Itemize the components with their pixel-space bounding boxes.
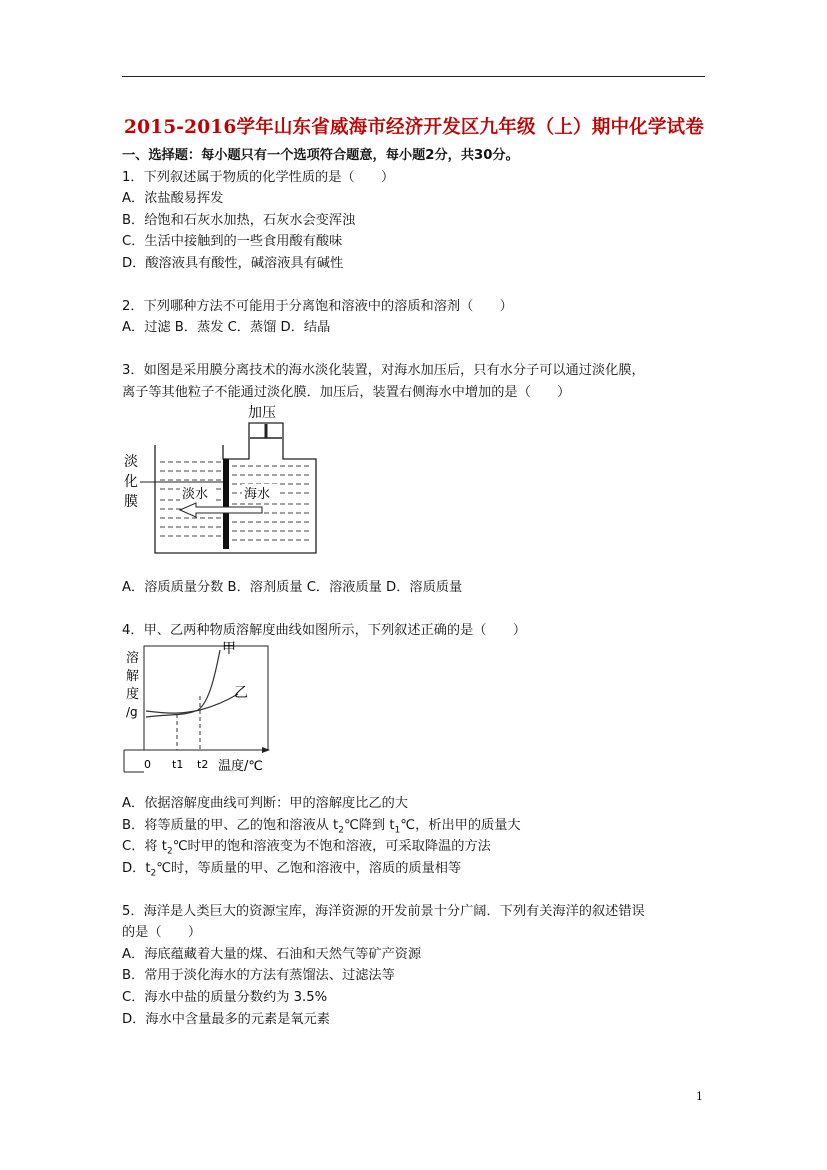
q3-stem-line1: 3．如图是采用膜分离技术的海水淡化装置，对海水加压后，只有水分子可以通过淡化膜，: [122, 363, 645, 378]
fresh-water-label: 淡水: [182, 487, 209, 502]
q4-option-b: B．将等质量的甲、乙的饱和溶液从 $t_2℃$降到 $t_1℃$，析出甲的质量大: [122, 818, 521, 836]
sea-water-lines: [232, 466, 312, 540]
y-label-4: /g: [126, 705, 138, 719]
q5-option-c: C．海水中盐的质量分数约为 3.5%: [122, 990, 328, 1005]
sea-water-label: 海水: [244, 487, 271, 502]
y-label-2: 解: [126, 669, 140, 684]
membrane-label-2: 化: [124, 474, 138, 490]
q2-stem: 2．下列哪种方法不可能用于分离饱和溶液中的溶质和溶剂（ ）: [122, 299, 513, 314]
q5-option-d: D．海水中含量最多的元素是氧元素: [122, 1012, 330, 1027]
curve-a-label: 甲: [222, 641, 236, 657]
membrane-label-1: 淡: [124, 454, 138, 470]
q1-option-c: C．生活中接触到的一些食用酸有酸味: [122, 234, 343, 249]
q4-option-c: C．将 $t_2℃$时甲的饱和溶液变为不饱和溶液，可采取降温的方法: [122, 839, 491, 857]
q2-options: A．过滤 B．蒸发 C．蒸馏 D．结晶: [122, 320, 331, 335]
x-axis-label: 温度/℃: [218, 759, 263, 774]
curve-b-label: 乙: [234, 685, 248, 701]
q3-options: A．溶质质量分数 B．溶剂质量 C．溶液质量 D．溶质质量: [122, 580, 463, 595]
q5-stem-line1: 5．海洋是人类巨大的资源宝库，海洋资源的开发前景十分广阔．下列有关海洋的叙述错误: [122, 904, 645, 919]
pressure-label: 加压: [248, 405, 276, 421]
header-rule: [122, 76, 705, 77]
y-label-1: 溶: [126, 651, 140, 666]
membrane: [223, 459, 229, 549]
q1-option-d: D．酸溶液具有酸性，碱溶液具有碱性: [122, 256, 344, 271]
q4-option-a: A．依据溶解度曲线可判断：甲的溶解度比乙的大: [122, 796, 408, 811]
solubility-chart: [120, 640, 280, 780]
q4-option-d: D．$t_2℃$时，等质量的甲、乙饱和溶液中，溶质的质量相等: [122, 861, 462, 879]
q5-option-a: A．海底蕴藏着大量的煤、石油和天然气等矿产资源: [122, 947, 422, 962]
q1-option-a: A．浓盐酸易挥发: [122, 191, 224, 206]
q4-stem: 4．甲、乙两种物质溶解度曲线如图所示，下列叙述正确的是（ ）: [122, 623, 527, 638]
flow-arrow: [180, 503, 262, 517]
page-title: 2015-2016学年山东省威海市经济开发区九年级（上）期中化学试卷: [124, 117, 704, 138]
y-label-3: 度: [126, 687, 140, 702]
t1-label: t1: [172, 758, 184, 771]
q5-option-b: B．常用于淡化海水的方法有蒸馏法、过滤法等: [122, 968, 395, 983]
q1-stem: 1．下列叙述属于物质的化学性质的是（ ）: [122, 170, 395, 185]
curve-b: [146, 694, 238, 713]
q1-option-b: B．给饱和石灰水加热，石灰水会变浑浊: [122, 213, 356, 228]
container-outline: [155, 423, 316, 553]
page-number: 1: [696, 1090, 703, 1103]
membrane-label-3: 膜: [124, 494, 138, 510]
section-heading: 一、选择题：每小题只有一个选项符合题意，每小题2分，共30分。: [122, 148, 519, 163]
desalination-figure: [120, 400, 330, 560]
t2-label: t2: [197, 758, 209, 771]
x-axis-arrow: [262, 747, 270, 753]
chart-frame: [144, 646, 268, 750]
q5-stem-line2: 的是（ ）: [122, 925, 202, 940]
origin-label: 0: [144, 758, 151, 771]
q3-stem-line2: 离子等其他粒子不能通过淡化膜．加压后，装置右侧海水中增加的是（ ）: [122, 385, 571, 400]
